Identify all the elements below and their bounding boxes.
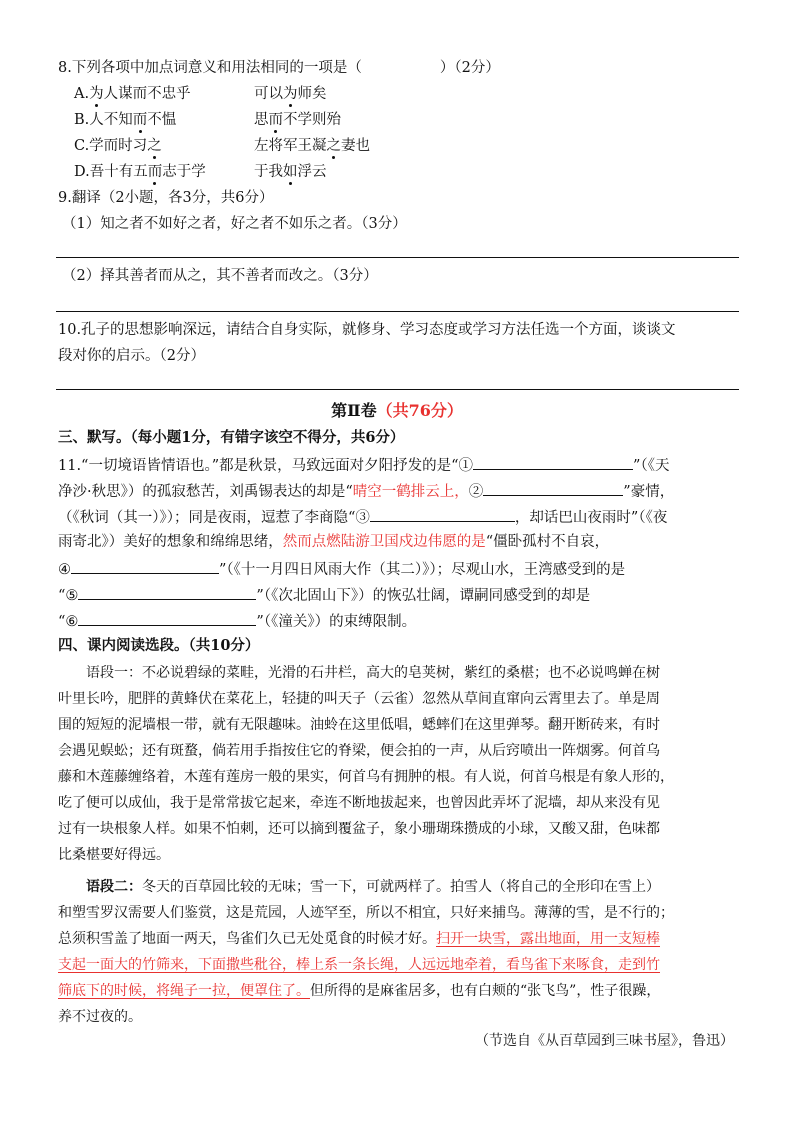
q11-line-2: 净沙·秋思》）的孤寂愁苦，刘禹锡表达的却是“晴空一鹤排云上，② ”豪情， bbox=[58, 480, 674, 502]
q10-line-1: 10.孔子的思想影响深远，请结合自身实际，就修身、学习态度或学习方法任选一个方面，谈谈文 bbox=[58, 322, 676, 338]
q8-option-c[interactable]: C.学而时习之 bbox=[74, 138, 162, 154]
q8-option-b-pair: 思而不学则殆 bbox=[254, 112, 341, 128]
part2-title: 第Ⅱ卷（共76分） bbox=[331, 401, 463, 420]
q11-line-3: （《秋词（其一）》）；同是夜雨，逗惹了李商隐“③ ，却话巴山夜雨时”（《夜 bbox=[58, 506, 667, 528]
passage-1-line: 藤和木莲藤缠络着，木莲有莲房一般的果实，何首乌有拥肿的根。有人说，何首乌根是有象人形的， bbox=[58, 769, 674, 785]
passage-1-line: 过有一块根象人样。如果不怕刺，还可以摘到覆盆子，象小珊瑚珠攒成的小球，又酸又甜，色味都 bbox=[58, 821, 660, 837]
q10-answer-line[interactable] bbox=[56, 389, 739, 390]
passage-2-line: 语段二：冬天的百草园比较的无味；雪一下，可就两样了。拍雪人（将自己的全形印在雪上） bbox=[86, 879, 660, 895]
q9-answer-line-2[interactable] bbox=[56, 311, 739, 312]
blank-5[interactable] bbox=[78, 584, 256, 600]
section-3-heading: 三、默写。（每小题1分，有错字该空不得分，共6分） bbox=[58, 429, 405, 446]
q8-option-c-pair: 左将军王凝之妻也 bbox=[254, 138, 370, 154]
q11-line-5: ④ ”（《十一月四日风雨大作（其二）》）；尽观山水，王湾感受到的是 bbox=[58, 558, 625, 580]
q11-line-7: “⑥ ”（《潼关》）的束缚限制。 bbox=[58, 610, 416, 632]
q8-option-a-pair: 可以为师矣 bbox=[254, 86, 327, 102]
passage-1-line: 比桑椹要好得远。 bbox=[58, 847, 170, 863]
blank-2[interactable] bbox=[483, 480, 623, 496]
q9-answer-line-1[interactable] bbox=[56, 257, 739, 258]
passage-1-line: 叶里长吟，肥胖的黄蜂伏在菜花上，轻捷的叫天子（云雀）忽然从草间直窜向云霄里去了。单是周 bbox=[58, 691, 660, 707]
q8-option-d-pair: 于我如浮云 bbox=[254, 164, 327, 180]
q8-stem: 8.下列各项中加点词意义和用法相同的一项是（ ）（2分） bbox=[58, 60, 500, 76]
passage-2-line: 筛底下的时候，将绳子一拉，便罩住了。但所得的是麻雀居多，也有白颊的“张飞鸟”，性子很躁， bbox=[58, 983, 661, 999]
passage-2-line: 养不过夜的。 bbox=[58, 1009, 142, 1025]
q9-item-2: （2）择其善者而从之，其不善者而改之。（3分） bbox=[62, 268, 378, 284]
passage-2-line: 总须积雪盖了地面一两天，鸟雀们久已无处觅食的时候才好。扫开一块雪，露出地面，用一支短棒 bbox=[58, 931, 660, 947]
q9-item-1: （1）知之者不如好之者，好之者不如乐之者。（3分） bbox=[62, 216, 407, 232]
source-citation: （节选自《从百草园到三味书屋》，鲁迅） bbox=[475, 1033, 734, 1049]
passage-1-line: 语段一：不必说碧绿的菜畦，光滑的石井栏，高大的皂荚树，紫红的桑椹；也不必说鸣蝉在树 bbox=[86, 665, 660, 681]
blank-3[interactable] bbox=[370, 506, 515, 522]
blank-4[interactable] bbox=[71, 558, 219, 574]
q11-line-4: 雨寄北》）美好的想象和绵绵思绪，然而点燃陆游卫国戍边伟愿的是“僵卧孤村不自哀， bbox=[58, 534, 610, 550]
q10-line-2: 段对你的启示。（2分） bbox=[58, 348, 205, 364]
q8-option-b[interactable]: B.人不知而不愠 bbox=[74, 112, 177, 128]
blank-1[interactable] bbox=[473, 454, 633, 470]
blank-6[interactable] bbox=[78, 610, 256, 626]
q9-stem: 9.翻译（2小题，各3分，共6分） bbox=[58, 190, 274, 206]
passage-1-line: 吃了便可以成仙，我于是常常拔它起来，牵连不断地拔起来，也曾因此弄坏了泥墙，却从来没有见 bbox=[58, 795, 660, 811]
passage-2-line: 和塑雪罗汉需要人们鉴赏，这是荒园，人迹罕至，所以不相宜，只好来捕鸟。薄薄的雪，是不行的； bbox=[58, 905, 674, 921]
passage-2-line: 支起一面大的竹筛来，下面撒些秕谷，棒上系一条长绳，人远远地牵着，看鸟雀下来啄食，走到竹 bbox=[58, 957, 660, 973]
passage-1-line: 会遇见蜈蚣；还有斑蝥，倘若用手指按住它的脊梁，便会拍的一声，从后窍喷出一阵烟雾。何首乌 bbox=[58, 743, 660, 759]
passage-1-line: 围的短短的泥墙根一带，就有无限趣味。油蛉在这里低唱，蟋蟀们在这里弹琴。翻开断砖来，有时 bbox=[58, 717, 660, 733]
section-4-heading: 四、课内阅读选段。（共10分） bbox=[58, 637, 260, 654]
q8-option-d[interactable]: D.吾十有五而志于学 bbox=[74, 164, 206, 180]
q11-line-1: 11.“一切境语皆情语也。”都是秋景，马致远面对夕阳抒发的是“① ”（《天 bbox=[58, 454, 669, 476]
q8-option-a[interactable]: A.为人谋而不忠乎 bbox=[74, 86, 191, 102]
q11-line-6: “⑤ ”（《次北固山下》）的恢弘壮阔，谭嗣同感受到的却是 bbox=[58, 584, 590, 606]
